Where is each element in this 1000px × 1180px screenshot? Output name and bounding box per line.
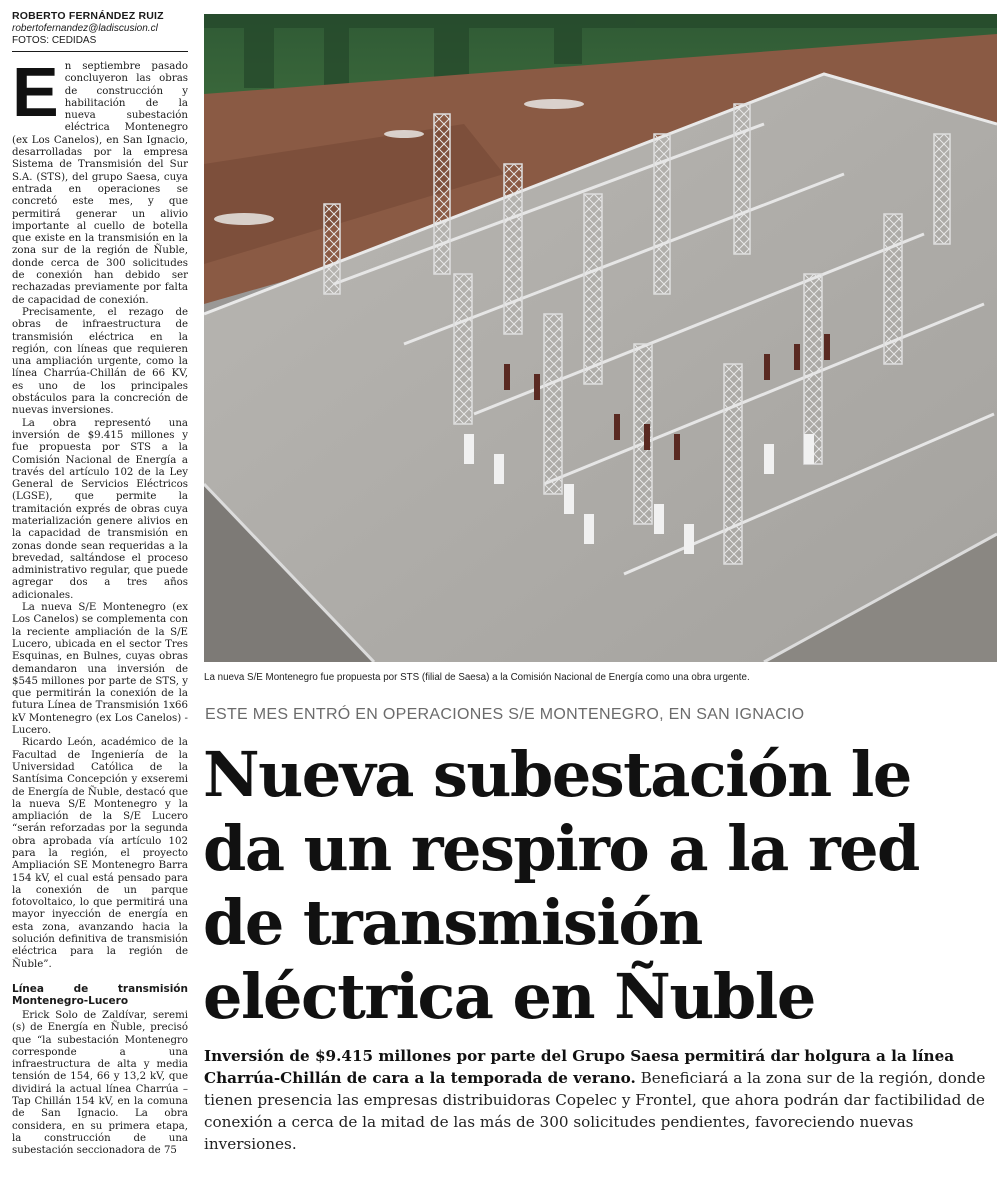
author-name: ROBERTO FERNÁNDEZ RUIZ bbox=[12, 10, 164, 22]
author-email[interactable]: robertofernandez@ladiscusion.cl bbox=[12, 23, 158, 34]
article-paragraph: Ricardo León, académico de la Facultad de Ingeniería de la Universidad Católica de la Santísima Concepción y exseremi de Energía de Ñuble, destacó que la nueva S/E Montenegro y la ampliación de la S/E Lucero “serán reforzadas por la segunda obra aprobada vía artículo 102 para la región, el proyecto Ampliación SE Montenegro Barra 154 kV, el cual está pensado para la conexión de un parque fotovoltaico, lo que permitirá una mayor inyección de energía en esta zona, avanzando hacia la solución definitiva de transmisión eléctrica para la región de Ñuble”. bbox=[12, 737, 188, 970]
deck-regular: Beneficiará a la zona sur de la región, donde tienen presencia las empresas distribuidoras Copelec y Frontel, que ahora podrán dar factibilidad de conexión a cerca de la mitad de las más de 300 solicitudes pendientes, favoreciendo nuevas inversiones. bbox=[204, 1069, 986, 1153]
byline-divider bbox=[12, 51, 188, 52]
article-paragraph: En septiembre pasado concluyeron las obras de construcción y habilitación de la nueva subestación eléctrica Montenegro (ex Los Canelos), en San Ignacio, desarrolladas por la empresa Sistema de Transmisión del Sur S.A. (STS), del grupo Saesa, cuya entrada en operaciones se concretó este mes, y que permitirá generar un alivio importante al cuello de botella que existe en la transmisión en la zona sur de la región de Ñuble, donde cerca de 300 solicitudes de conexión han debido ser rechazadas previamente por falta de capacidad de conexión. bbox=[12, 53, 188, 306]
substation-aerial-photo bbox=[204, 14, 997, 662]
article-body-column bbox=[12, 10, 188, 1175]
article-paragraph: Erick Solo de Zaldívar, seremi (s) de Energía en Ñuble, precisó que “la subestación Montenegro corresponde a una infraestructura de alta y media tensión de 154, 66 y 13,2 kV, que dividirá la actual línea Charrúa – Tap Chillán 154 kV, en la comuna de San Ignacio. La obra considera, en su primera etapa, la construcción de una subestación seccionadora de 75 bbox=[12, 1009, 188, 1157]
article-paragraph: La obra representó una inversión de $9.415 millones y fue propuesta por STS a la Comisión Nacional de Energía a través del artículo 102 de la Ley General de Servicios Eléctricos (LGSE), que permite la tramitación exprés de obras cuya materialización genere alivios en la capacidad de transmisión en zonas donde sean requeridas a la brevedad, saltándose el proceso administrativo regular, que puede agregar dos a tres años adicionales. bbox=[12, 417, 188, 601]
photo-credit: FOTOS: CEDIDAS bbox=[12, 35, 97, 46]
article-subhead: Línea de transmisión Montenegro-Lucero bbox=[12, 982, 188, 1008]
deck-bold: Inversión de $9.415 millones por parte del Grupo Saesa permitirá dar holgura a la línea Charrúa-Chillán de cara a la temporada de verano. bbox=[204, 1047, 955, 1087]
article-text bbox=[12, 53, 188, 1158]
deck bbox=[204, 1045, 994, 1155]
article-paragraph: La nueva S/E Montenegro (ex Los Canelos) se complementa con la reciente ampliación de la S/E Lucero, ubicada en el sector Tres Esquinas, en Bulnes, cuyas obras demandaron una inversión de $545 millones por parte de STS, y que permitirán la conexión de la futura Línea de Transmisión 1x66 kV Montenegro (ex Los Canelos) - Lucero. bbox=[12, 602, 188, 737]
article-paragraph: Precisamente, el rezago de obras de infraestructura de transmisión eléctrica en la región, con líneas que requieren una ampliación urgente, como la línea Charrúa-Chillán de 66 KV, es uno de los principales obstáculos para la concreción de nuevas inversiones. bbox=[12, 306, 188, 417]
drop-cap: E bbox=[12, 53, 59, 131]
kicker: ESTE MES ENTRÓ EN OPERACIONES S/E MONTENEGRO, EN SAN IGNACIO bbox=[205, 706, 805, 723]
headline: Nueva subestación le da un respiro a la red de transmisión eléctrica en Ñuble bbox=[203, 738, 919, 1033]
photo-caption: La nueva S/E Montenegro fue propuesta por STS (filial de Saesa) a la Comisión Nacional de Energía como una obra urgente. bbox=[204, 672, 750, 683]
